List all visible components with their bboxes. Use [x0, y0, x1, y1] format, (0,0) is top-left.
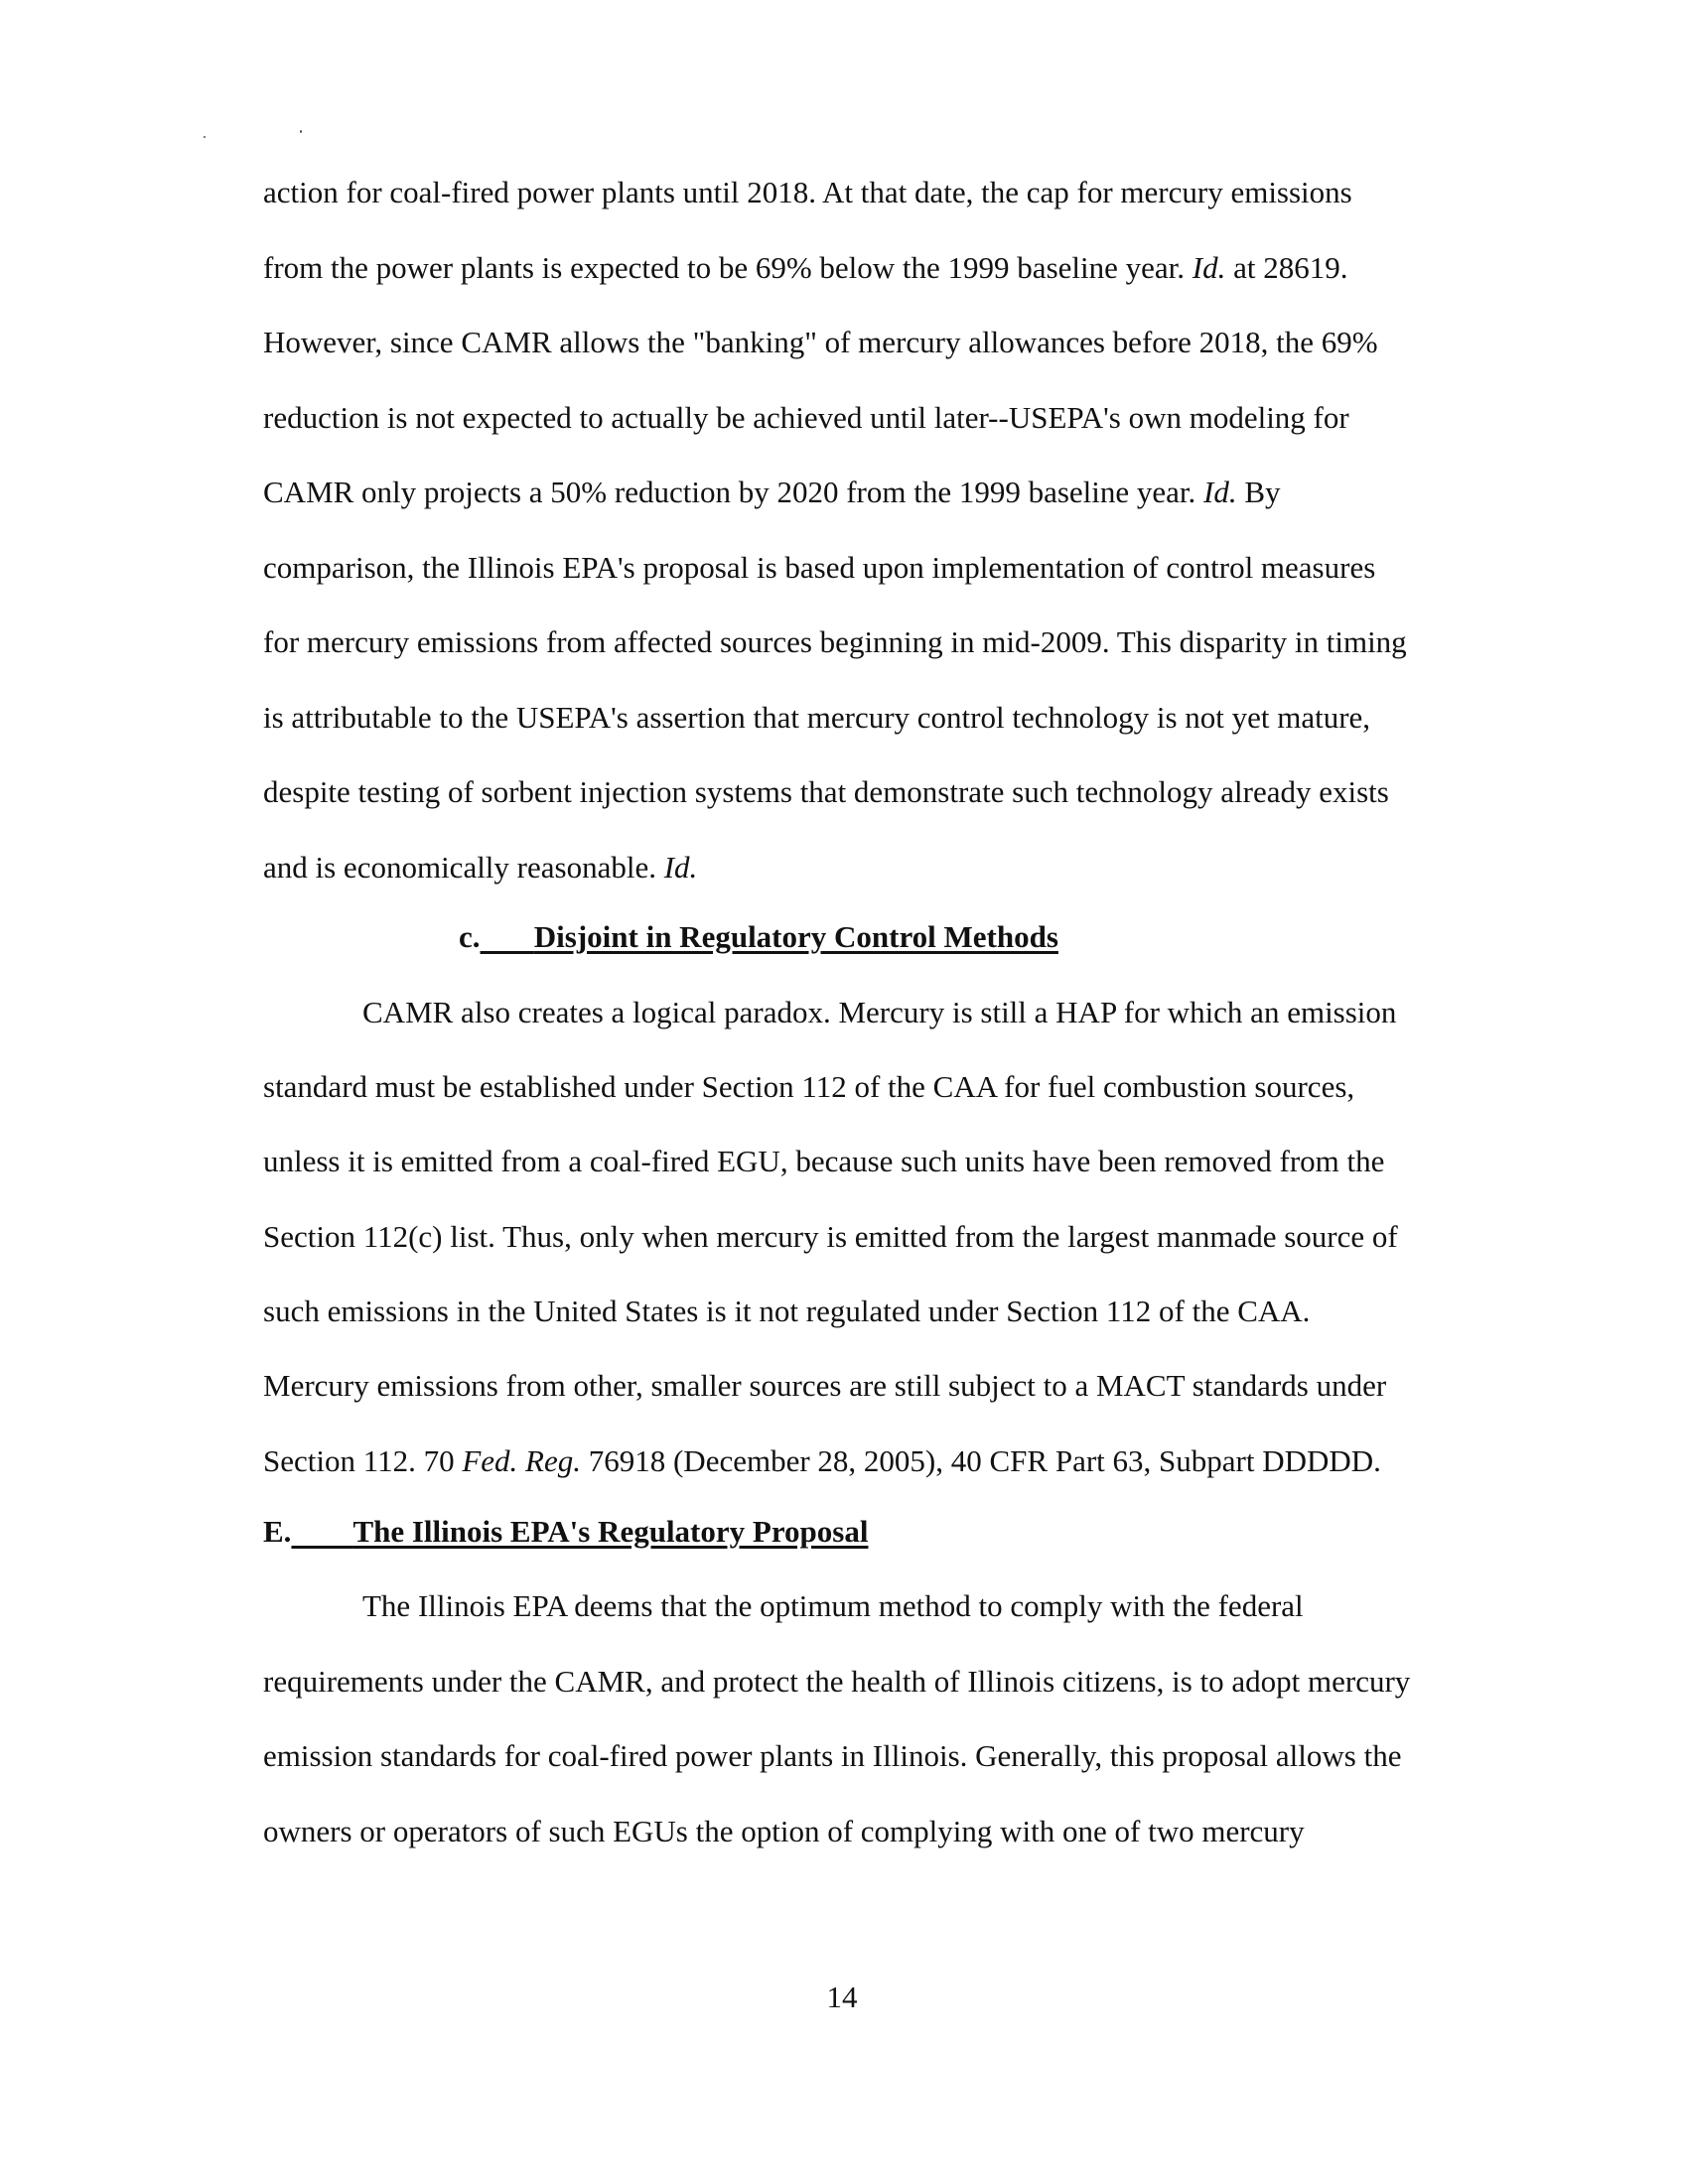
- body-line: reduction is not expected to actually be achieved until later--USEPA's own modeling for: [263, 400, 1349, 435]
- body-line: The Illinois EPA deems that the optimum method to comply with the federal: [362, 1588, 1304, 1623]
- body-line: such emissions in the United States is it not regulated under Section 112 of the CAA.: [263, 1294, 1311, 1328]
- section-heading-c: [459, 917, 1058, 957]
- citation-italic: Id.: [1192, 250, 1226, 285]
- page-number: 14: [826, 1979, 858, 2014]
- body-line: owners or operators of such EGUs the option of complying with one of two mercury: [263, 1814, 1305, 1848]
- body-line: However, since CAMR allows the "banking" of mercury allowances before 2018, the 69%: [263, 325, 1378, 359]
- heading-title: The Illinois EPA's Regulatory Proposal: [352, 1514, 869, 1549]
- body-line: is attributable to the USEPA's assertion that mercury control technology is not yet mature,: [263, 700, 1371, 735]
- body-line: for mercury emissions from affected sources beginning in mid-2009. This disparity in timing: [263, 624, 1407, 659]
- heading-marker: c.: [459, 919, 481, 954]
- citation-italic: Id.: [663, 850, 698, 885]
- citation-italic: Id.: [1203, 475, 1237, 509]
- body-line: Section 112. 70 Fed. Reg. 76918 (December 28, 2005), 40 CFR Part 63, Subpart DDDDD.: [263, 1443, 1381, 1478]
- body-line: despite testing of sorbent injection systems that demonstrate such technology already exists: [263, 774, 1389, 809]
- body-line: Mercury emissions from other, smaller sources are still subject to a MACT standards under: [263, 1368, 1387, 1403]
- body-line: and is economically reasonable. Id.: [263, 850, 698, 885]
- body-line: action for coal-fired power plants until 2018. At that date, the cap for mercury emissions: [263, 175, 1352, 209]
- heading-title: Disjoint in Regulatory Control Methods: [533, 919, 1058, 954]
- heading-marker: E.: [263, 1514, 292, 1549]
- scan-speck: [300, 130, 302, 133]
- body-line: requirements under the CAMR, and protect the health of Illinois citizens, is to adopt mercury: [263, 1664, 1411, 1699]
- body-line: CAMR only projects a 50% reduction by 2020 from the 1999 baseline year. Id. By: [263, 475, 1281, 509]
- body-line: standard must be established under Section 112 of the CAA for fuel combustion sources,: [263, 1069, 1355, 1104]
- body-line: unless it is emitted from a coal-fired EGU, because such units have been removed from the: [263, 1144, 1385, 1178]
- body-line: comparison, the Illinois EPA's proposal is based upon implementation of control measures: [263, 550, 1376, 585]
- body-line: emission standards for coal-fired power plants in Illinois. Generally, this proposal allows the: [263, 1738, 1402, 1773]
- body-line: Section 112(c) list. Thus, only when mercury is emitted from the largest manmade source of: [263, 1219, 1398, 1254]
- body-line: from the power plants is expected to be 69% below the 1999 baseline year. Id. at 28619.: [263, 250, 1348, 285]
- citation-italic: Fed. Reg.: [462, 1443, 581, 1478]
- scan-speck: [204, 136, 206, 138]
- section-heading-e: [263, 1512, 868, 1552]
- body-line: CAMR also creates a logical paradox. Mercury is still a HAP for which an emission: [362, 995, 1397, 1029]
